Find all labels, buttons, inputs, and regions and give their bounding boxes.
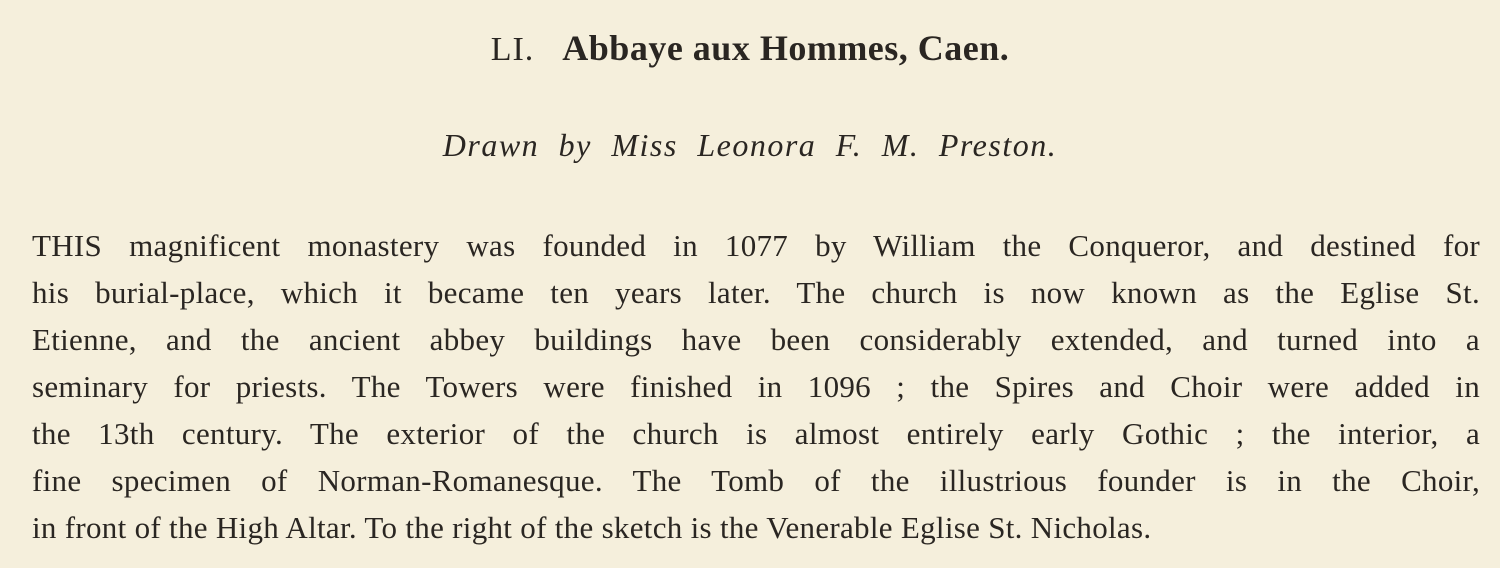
body-line: in front of the High Altar. To the right of the sketch is the Venerable Eglise St. Nicholas. [32,510,1152,545]
body-line-text: magnificent monastery was founded in 1077 by William the Conqueror, and destined for [102,228,1480,263]
body-line: his burial-place, which it became ten years later. The church is now known as the Eglise St. [32,275,1480,310]
attribution-line: Drawn by Miss Leonora F. M. Preston. [442,127,1058,163]
body-line: fine specimen of Norman-Romanesque. The Tomb of the illustrious founder is in the Choir, [32,463,1480,498]
body-line: seminary for priests. The Towers were finished in 1096 ; the Spires and Choir were added in [32,369,1480,404]
body-paragraph [32,222,1480,551]
plate-numeral: LI. [490,31,535,68]
body-line: the 13th century. The exterior of the church is almost entirely early Gothic ; the interior, a [32,416,1480,451]
plate-title: Abbaye aux Hommes, Caen. [562,28,1010,68]
body-line: Etienne, and the ancient abbey buildings have been considerably extended, and turned into a [32,322,1480,357]
body-first-word: THIS [32,228,103,263]
body-line [32,222,1480,269]
page-heading [0,26,1500,72]
